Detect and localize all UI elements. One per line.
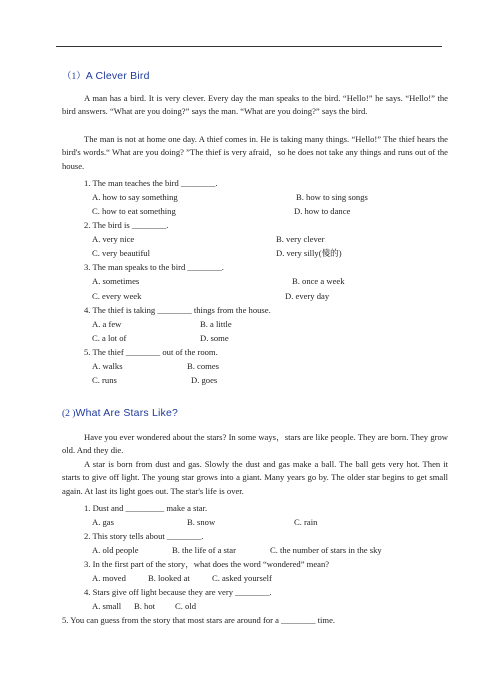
s1-q1-option-c: C. how to eat something — [92, 206, 176, 216]
header-rule — [56, 46, 442, 47]
section2-heading — [62, 407, 178, 419]
s1-q4-option-b: B. a little — [200, 319, 232, 329]
s1-q3-option-b: B. once a week — [292, 276, 345, 286]
s1-q4-option-c: C. a lot of — [92, 333, 127, 343]
s1-question-5: 5. The thief ________ out of the room. — [84, 347, 218, 357]
s1-q5-option-d: D. goes — [191, 375, 218, 385]
s2-q2-option-c: C. the number of stars in the sky — [270, 545, 382, 555]
s1-q3-option-c: C. every week — [92, 291, 142, 301]
s2-question-4: 4. Stars give off light because they are very ________. — [84, 587, 272, 597]
section2-paragraph-1: Have you ever wondered about the stars? In some ways，stars are like people. They are born. They grow old. And they die. — [62, 432, 448, 456]
s1-q3-option-d: D. every day — [285, 291, 330, 301]
s1-q2-option-d: D. very silly(傻的) — [276, 248, 342, 258]
s1-q5-option-b: B. comes — [187, 361, 219, 371]
s1-q2-option-b: B. very clever — [276, 234, 325, 244]
s1-q4-option-a: A. a few — [92, 319, 122, 329]
s2-q3-option-c: C. asked yourself — [212, 573, 272, 583]
s2-question-5: 5. You can guess from the story that most stars are around for a ________ time. — [62, 615, 336, 625]
s1-question-2: 2. The bird is ________. — [84, 220, 169, 230]
s1-q4-option-d: D. some — [200, 333, 229, 343]
section1-title: A Clever Bird — [85, 70, 150, 82]
s2-q4-option-b: B. hot — [134, 601, 156, 611]
s1-q5-option-c: C. runs — [92, 375, 117, 385]
section1-paragraph-1: A man has a bird. It is very clever. Every day the man speaks to the bird. “Hello!” he says. “Hello!” the bird answers. “What are you doing?” says the man. “What are you doing?” says the bird. — [62, 93, 448, 117]
section1-heading — [62, 68, 150, 82]
s1-q3-option-a: A. sometimes — [92, 276, 140, 286]
s2-q2-option-a: A. old people — [92, 545, 139, 555]
s2-q1-option-a: A. gas — [92, 517, 114, 527]
s1-question-1: 1. The man teaches the bird ________. — [84, 178, 218, 188]
s1-q1-option-d: D. how to dance — [294, 206, 351, 216]
section2-title: What Are Stars Like? — [75, 407, 179, 419]
s1-question-4: 4. The thief is taking ________ things from the house. — [84, 305, 271, 315]
s2-q3-option-a: A. moved — [92, 573, 126, 583]
s2-question-2: 2. This story tells about ________. — [84, 531, 204, 541]
s2-q4-option-a: A. small — [92, 601, 122, 611]
section2-paragraph-2: A star is born from dust and gas. Slowly the dust and gas make a ball. The ball gets very hot. Then it starts to give off light. The young star grows into a giant. Many years go by. The older star begins to get small again. At last its light goes out. The star's life is over. — [62, 459, 448, 496]
s2-q3-option-b: B. looked at — [148, 573, 190, 583]
s2-question-1: 1. Dust and _________ make a star. — [84, 503, 208, 513]
section1-paragraph-2: The man is not at home one day. A thief comes in. He is taking many things. “Hello!” The thief hears the bird's words.“ What are you doing? ”The thief is very afraid，so he does not take any things and runs out of the house. — [62, 134, 448, 171]
section1-number: （1） — [62, 72, 86, 82]
s2-q1-option-b: B. snow — [187, 517, 216, 527]
s1-q5-option-a: A. walks — [92, 361, 123, 371]
s1-q2-option-c: C. very beautiful — [92, 248, 150, 258]
s1-q1-option-b: B. how to sing songs — [296, 192, 368, 202]
s2-question-3: 3. In the first part of the story，what does the word “wondered” mean? — [84, 559, 330, 569]
s1-q1-option-a: A. how to say something — [92, 192, 178, 202]
s1-question-3: 3. The man speaks to the bird ________. — [84, 262, 224, 272]
s2-q2-option-b: B. the life of a star — [172, 545, 236, 555]
s2-q4-option-c: C. old — [175, 601, 197, 611]
section2-number: (2 ) — [62, 409, 76, 419]
s2-q1-option-c: C. rain — [294, 517, 318, 527]
s1-q2-option-a: A. very nice — [92, 234, 135, 244]
